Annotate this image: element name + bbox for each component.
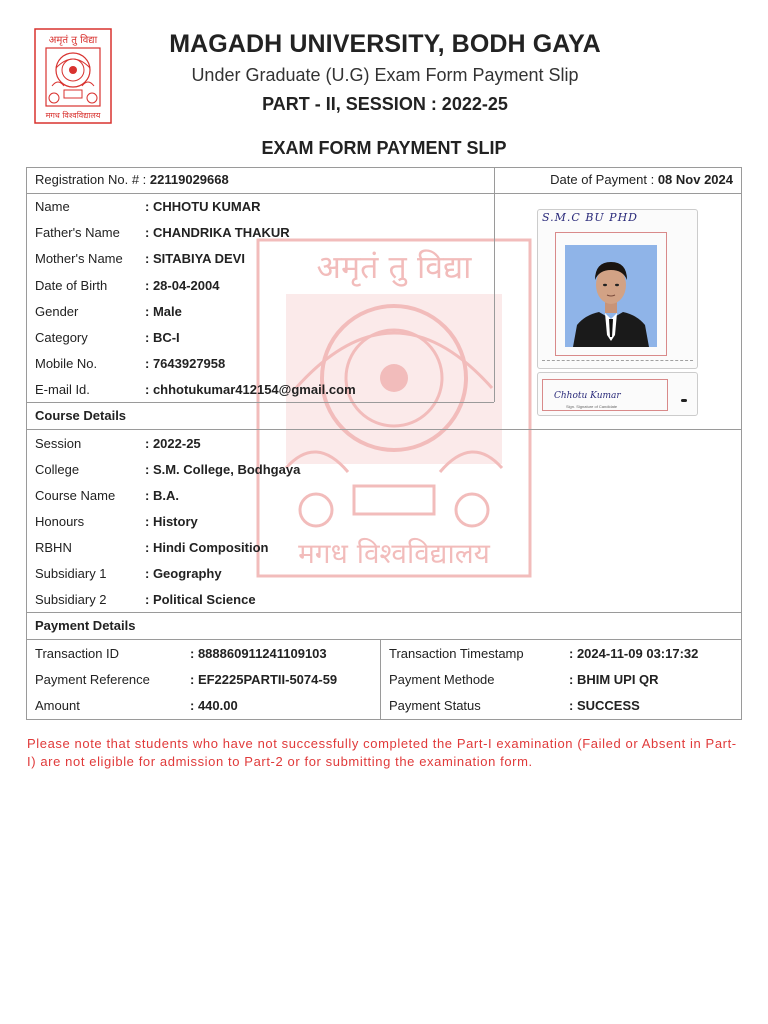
university-logo	[34, 28, 112, 124]
course-label: RBHN	[35, 540, 72, 555]
row-line	[26, 612, 742, 613]
payment-date-field	[550, 172, 733, 188]
personal-right-border	[494, 193, 495, 402]
row-line	[26, 429, 742, 430]
row-line	[26, 193, 742, 194]
course-value: : S.M. College, Bodhgaya	[145, 462, 301, 477]
course-details-heading: Course Details	[35, 408, 127, 423]
registration-value: 22119029668	[149, 172, 229, 187]
payment-status-value: : SUCCESS	[569, 698, 640, 713]
course-value: : 2022-25	[145, 436, 201, 451]
course-value: : B.A.	[145, 488, 179, 503]
slip-subtitle: Under Graduate (U.G) Exam Form Payment Slip	[191, 65, 579, 85]
payment-date-label: Date of Payment :	[550, 172, 655, 187]
candidate-photo	[565, 245, 657, 347]
payment-label: Amount	[35, 698, 80, 713]
personal-label: Gender	[35, 304, 79, 319]
personal-value: : CHANDRIKA THAKUR	[145, 225, 290, 240]
payment-divider	[380, 639, 381, 720]
personal-label: Mobile No.	[35, 356, 98, 371]
personal-label: Date of Birth	[35, 278, 108, 293]
personal-label: Father's Name	[35, 225, 120, 240]
payment-value: : 440.00	[190, 698, 238, 713]
personal-value: : 28-04-2004	[145, 278, 220, 293]
course-label: Session	[35, 436, 82, 451]
payment-label: Transaction Timestamp	[389, 646, 524, 661]
watermark-name: मगध विश्वविद्यालय	[298, 537, 490, 570]
payment-value: : 2024-11-09 03:17:32	[569, 646, 699, 661]
photo-bottom-strip	[542, 360, 693, 364]
personal-value: : SITABIYA DEVI	[145, 251, 245, 266]
course-label: Honours	[35, 514, 85, 529]
registration-label: Registration No. # :	[35, 172, 147, 187]
row-line	[26, 402, 494, 403]
course-value: : History	[145, 514, 198, 529]
signature-box	[537, 372, 698, 416]
course-label: Course Name	[35, 488, 116, 503]
row-line	[26, 639, 742, 640]
course-value: : Geography	[145, 566, 222, 581]
payment-details-heading: Payment Details	[35, 618, 136, 633]
course-label: Subsidiary 2	[35, 592, 107, 607]
personal-label: Category	[35, 330, 88, 345]
course-value: : Political Science	[145, 592, 256, 607]
personal-value: : chhotukumar412154@gmail.com	[145, 382, 356, 397]
signature-text: Chhotu Kumar	[554, 391, 621, 401]
eligibility-note: Please note that students who have not successfully completed the Part-I examination (Failed or Absent in Part-I) are not eligible for admission to Part-2 or for submitting the examination form.	[27, 736, 737, 769]
photo-handwritten-text: S.M.C BU PHD	[542, 211, 638, 224]
personal-value: : BC-I	[145, 330, 180, 345]
personal-label: E-mail Id.	[35, 382, 90, 397]
signature-dot	[681, 399, 687, 402]
payment-label: Payment Reference	[35, 672, 150, 687]
personal-label: Name	[35, 199, 70, 214]
part-session: PART - II, SESSION : 2022-25	[262, 94, 508, 114]
payment-value: : EF2225PARTII-5074-59	[190, 672, 338, 687]
payment-value: : BHIM UPI QR	[569, 672, 659, 687]
course-value: : Hindi Composition	[145, 540, 269, 555]
payment-label: Transaction ID	[35, 646, 120, 661]
payment-value: : 888860911241109103	[190, 646, 327, 661]
registration-field	[35, 172, 229, 188]
personal-value: : 7643927958	[145, 356, 226, 371]
logo-name-text: मगध विश्वविद्यालय	[45, 111, 101, 120]
payment-label: Payment Methode	[389, 672, 495, 687]
watermark-motto: अमृतं तु विद्या	[316, 248, 472, 286]
top-row-divider	[494, 167, 495, 193]
course-label: Subsidiary 1	[35, 566, 107, 581]
personal-value: : Male	[145, 304, 182, 319]
personal-label: Mother's Name	[35, 251, 123, 266]
candidate-photo-box	[537, 209, 698, 369]
university-title: MAGADH UNIVERSITY, BODH GAYA	[169, 30, 601, 58]
payment-date-value: 08 Nov 2024	[657, 172, 733, 187]
logo-motto-text: अमृतं तु विद्या	[48, 35, 98, 46]
personal-value: : CHHOTU KUMAR	[145, 199, 261, 214]
payment-label: Payment Status	[389, 698, 481, 713]
course-label: College	[35, 462, 80, 477]
slip-title: EXAM FORM PAYMENT SLIP	[261, 138, 507, 158]
signature-caption: Sign. Signature of Candidate	[566, 404, 618, 409]
